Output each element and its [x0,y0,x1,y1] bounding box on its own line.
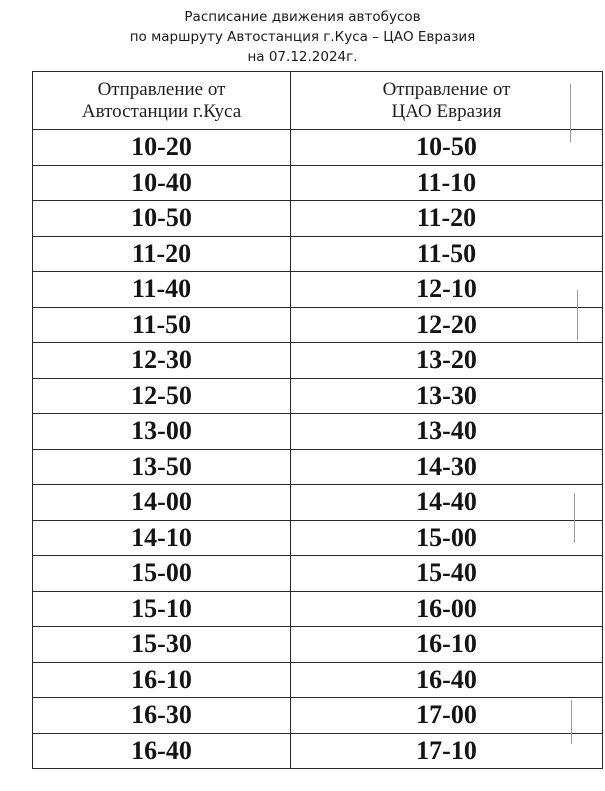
departure-kusa-time: 10-20 [33,130,291,166]
scan-mark [574,493,575,543]
table-row [33,698,603,734]
departure-evrazia-time: 11-50 [291,236,603,272]
header-departure-evrazia [291,72,603,130]
header-kusa-line1: Отправление от [97,78,226,100]
departure-evrazia-time: 15-00 [291,520,603,556]
header-evrazia-line2: ЦАО Евразия [391,100,502,122]
table-row [33,236,603,272]
departure-kusa-time: 10-40 [33,165,291,201]
table-row [33,378,603,414]
scan-mark [571,700,572,744]
departure-evrazia-time: 10-50 [291,130,603,166]
table-row [33,556,603,592]
route-name: по маршруту Автостанция г.Куса – ЦАО Евразия [129,29,476,45]
departure-evrazia-time: 12-20 [291,307,603,343]
departure-kusa-time: 14-10 [33,520,291,556]
departure-kusa-time: 12-30 [33,343,291,379]
scan-mark [577,290,578,340]
departure-kusa-time: 11-40 [33,272,291,308]
departure-kusa-time: 13-50 [33,449,291,485]
departure-kusa-time: 15-30 [33,627,291,663]
table-row [33,307,603,343]
table-row [33,201,603,237]
schedule-body [33,130,603,769]
departure-evrazia-time: 16-10 [291,627,603,663]
schedule-title: Расписание движения автобусов [184,9,421,25]
table-row [33,662,603,698]
departure-evrazia-time: 14-30 [291,449,603,485]
departure-kusa-time: 16-10 [33,662,291,698]
scan-mark [570,84,571,142]
header-kusa-line2: Автостанции г.Куса [81,100,242,122]
departure-kusa-time: 10-50 [33,201,291,237]
departure-evrazia-time: 16-00 [291,591,603,627]
table-row [33,627,603,663]
table-row [33,591,603,627]
departure-evrazia-time: 14-40 [291,485,603,521]
departure-kusa-time: 11-20 [33,236,291,272]
departure-kusa-time: 15-00 [33,556,291,592]
table-row [33,733,603,769]
departure-evrazia-time: 11-10 [291,165,603,201]
departure-evrazia-time: 11-20 [291,201,603,237]
table-row [33,449,603,485]
departure-kusa-time: 16-40 [33,733,291,769]
table-row [33,165,603,201]
departure-evrazia-time: 13-20 [291,343,603,379]
header-departure-kusa [33,72,291,130]
table-row [33,343,603,379]
table-row [33,520,603,556]
schedule-header [0,7,605,67]
table-row [33,485,603,521]
departure-kusa-time: 15-10 [33,591,291,627]
departure-evrazia-time: 17-10 [291,733,603,769]
table-row [33,272,603,308]
table-row [33,414,603,450]
departure-evrazia-time: 15-40 [291,556,603,592]
departure-kusa-time: 14-00 [33,485,291,521]
departure-kusa-time: 12-50 [33,378,291,414]
table-row [33,130,603,166]
departure-evrazia-time: 16-40 [291,662,603,698]
departure-evrazia-time: 13-40 [291,414,603,450]
departure-kusa-time: 16-30 [33,698,291,734]
departure-kusa-time: 13-00 [33,414,291,450]
departure-kusa-time: 11-50 [33,307,291,343]
header-evrazia-line1: Отправление от [382,78,511,100]
table-header-row [33,72,603,130]
schedule-table [32,71,603,769]
departure-evrazia-time: 12-10 [291,272,603,308]
departure-evrazia-time: 17-00 [291,698,603,734]
schedule-date: на 07.12.2024г. [247,49,358,65]
departure-evrazia-time: 13-30 [291,378,603,414]
